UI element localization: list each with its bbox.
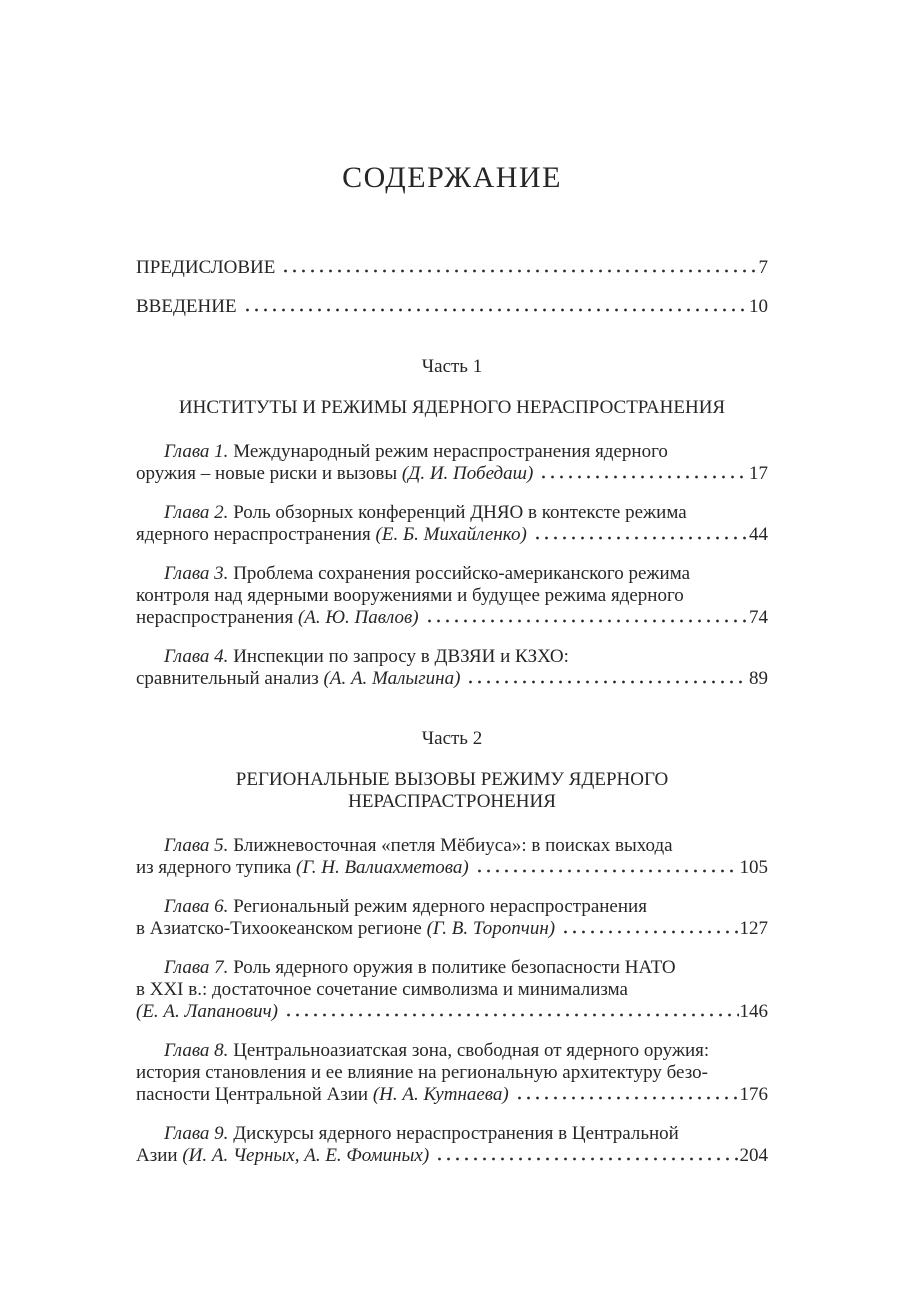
page-number: 74: [749, 607, 768, 628]
entry-text: Роль обзорных конференций ДНЯО в контексте режима: [228, 502, 687, 523]
entry-text: пасности Центральной Азии: [136, 1084, 373, 1105]
toc-chapter: [136, 646, 768, 690]
toc-leader-line: [136, 257, 768, 279]
page-number: 204: [739, 1145, 768, 1166]
dot-leader: [475, 869, 739, 873]
toc-text-line: [136, 896, 768, 918]
entry-italic-text: Глава 4.: [164, 646, 229, 667]
line-text: [136, 918, 555, 940]
entry-text: ядерного нераспространения: [136, 524, 376, 545]
toc-text-line: [136, 1123, 768, 1145]
entry-text: Проблема сохранения российско-американского режима: [228, 563, 691, 584]
dot-leader: [539, 475, 748, 479]
entry-italic-text: (И. А. Черных, А. Е. Фоминых): [182, 1145, 430, 1166]
toc-text-line: [136, 1040, 768, 1062]
page-number: 44: [749, 524, 768, 545]
toc-leader-line: [136, 607, 768, 629]
toc-page: [136, 0, 768, 1167]
toc-leader-line: [136, 668, 768, 690]
toc-chapter: [136, 835, 768, 879]
entry-text: Региональный режим ядерного нераспространения: [228, 896, 647, 917]
line-text: [136, 668, 460, 690]
entry-italic-text: Глава 5.: [164, 835, 229, 856]
entry-text: контроля над ядерными вооружениями и будущее режима ядерного: [136, 585, 684, 606]
toc-text-line: [136, 957, 768, 979]
dot-leader: [515, 1096, 739, 1100]
toc-text-line: [136, 502, 768, 524]
page-number: 176: [739, 1084, 768, 1105]
line-text: [136, 257, 275, 279]
entry-text: Инспекции по запросу в ДВЗЯИ и КЗХО:: [228, 646, 569, 667]
part-label: Часть 2: [421, 728, 483, 749]
toc-chapter: [136, 563, 768, 629]
dot-leader: [243, 308, 748, 312]
toc-part: [136, 356, 768, 690]
entry-text: Центральноазиатская зона, свободная от ядерного оружия:: [228, 1040, 710, 1061]
dot-leader: [466, 680, 748, 684]
entry-text: из ядерного тупика: [136, 857, 297, 878]
entry-italic-text: Глава 7.: [164, 957, 229, 978]
dot-leader: [561, 930, 738, 934]
entry-text: ВВЕДЕНИЕ: [136, 296, 237, 317]
toc-text-line: [136, 979, 768, 1001]
toc-text-line: [136, 646, 768, 668]
entry-italic-text: (Е. Б. Михайленко): [375, 524, 527, 545]
toc-chapter: [136, 1040, 768, 1106]
page-title: СОДЕРЖАНИЕ: [342, 161, 562, 194]
toc-text-line: [136, 835, 768, 857]
line-text: [136, 1084, 509, 1106]
entry-text: Международный режим нераспространения ядерного: [228, 441, 668, 462]
entry-italic-text: Глава 9.: [164, 1123, 229, 1144]
toc-chapter: [136, 957, 768, 1023]
front-matter-list: [136, 257, 768, 318]
parts-container: [136, 356, 768, 1167]
part-title: РЕГИОНАЛЬНЫЕ ВЫЗОВЫ РЕЖИМУ ЯДЕРНОГО НЕРАСПРАСТРОНЕНИЯ: [235, 769, 669, 812]
entry-italic-text: (Г. В. Торопчин): [426, 918, 556, 939]
entry-text: Азии: [136, 1145, 183, 1166]
dot-leader: [284, 1013, 739, 1017]
line-text: [136, 1001, 278, 1023]
line-text: [136, 1145, 429, 1167]
dot-leader: [533, 536, 748, 540]
entry-italic-text: Глава 6.: [164, 896, 229, 917]
part-label: Часть 1: [421, 356, 483, 377]
toc-part: [136, 728, 768, 1167]
entry-text: в Азиатско-Тихоокеанском регионе: [136, 918, 427, 939]
entry-italic-text: (А. Ю. Павлов): [297, 607, 419, 628]
part-title: ИНСТИТУТЫ И РЕЖИМЫ ЯДЕРНОГО НЕРАСПРОСТРАНЕНИЯ: [178, 397, 726, 418]
line-text: [136, 524, 527, 546]
line-text: [136, 296, 237, 318]
toc-leader-line: [136, 463, 768, 485]
entry-italic-text: Глава 8.: [164, 1040, 229, 1061]
entry-italic-text: (Н. А. Кутнаева): [372, 1084, 509, 1105]
entry-italic-text: Глава 2.: [164, 502, 229, 523]
entry-italic-text: (А. А. Малыгина): [323, 668, 461, 689]
dot-leader: [425, 619, 748, 623]
entry-italic-text: (Е. А. Лапанович): [136, 1001, 278, 1022]
entry-text: в XXI в.: достаточное сочетание символизма и минимализма: [136, 979, 628, 1000]
line-text: [136, 607, 419, 629]
page-number: 146: [739, 1001, 768, 1022]
entry-italic-text: (Д. И. Победаш): [401, 463, 534, 484]
page-number: 127: [739, 918, 768, 939]
toc-leader-line: [136, 1084, 768, 1106]
toc-chapter: [136, 502, 768, 546]
toc-text-line: [136, 585, 768, 607]
toc-text-line: [136, 563, 768, 585]
page-number: 17: [749, 463, 768, 484]
toc-chapter: [136, 1123, 768, 1167]
line-text: [136, 463, 533, 485]
entry-text: оружия – новые риски и вызовы: [136, 463, 402, 484]
entry-text: сравнительный анализ: [136, 668, 324, 689]
toc-text-line: [136, 1062, 768, 1084]
entry-italic-text: Глава 3.: [164, 563, 229, 584]
toc-chapter: [136, 441, 768, 485]
page-number: 10: [749, 296, 768, 317]
toc-leader-line: [136, 857, 768, 879]
toc-chapter: [136, 896, 768, 940]
entry-text: нераспространения: [136, 607, 298, 628]
page-number: 105: [739, 857, 768, 878]
dot-leader: [281, 269, 757, 273]
page-number: 7: [758, 257, 768, 278]
entry-text: история становления и ее влияние на региональную архитектуру безо-: [136, 1062, 708, 1083]
toc-text-line: [136, 441, 768, 463]
entry-italic-text: Глава 1.: [164, 441, 229, 462]
toc-leader-line: [136, 918, 768, 940]
entry-text: ПРЕДИСЛОВИЕ: [136, 257, 276, 278]
toc-leader-line: [136, 296, 768, 318]
toc-leader-line: [136, 1145, 768, 1167]
entry-text: Ближневосточная «петля Мёбиуса»: в поисках выхода: [228, 835, 673, 856]
entry-italic-text: (Г. Н. Валиахметова): [296, 857, 469, 878]
entry-text: Роль ядерного оружия в политике безопасности НАТО: [228, 957, 676, 978]
dot-leader: [435, 1157, 738, 1161]
toc-leader-line: [136, 524, 768, 546]
page-number: 89: [749, 668, 768, 689]
entry-text: Дискурсы ядерного нераспространения в Центральной: [228, 1123, 679, 1144]
line-text: [136, 857, 469, 879]
toc-leader-line: [136, 1001, 768, 1023]
